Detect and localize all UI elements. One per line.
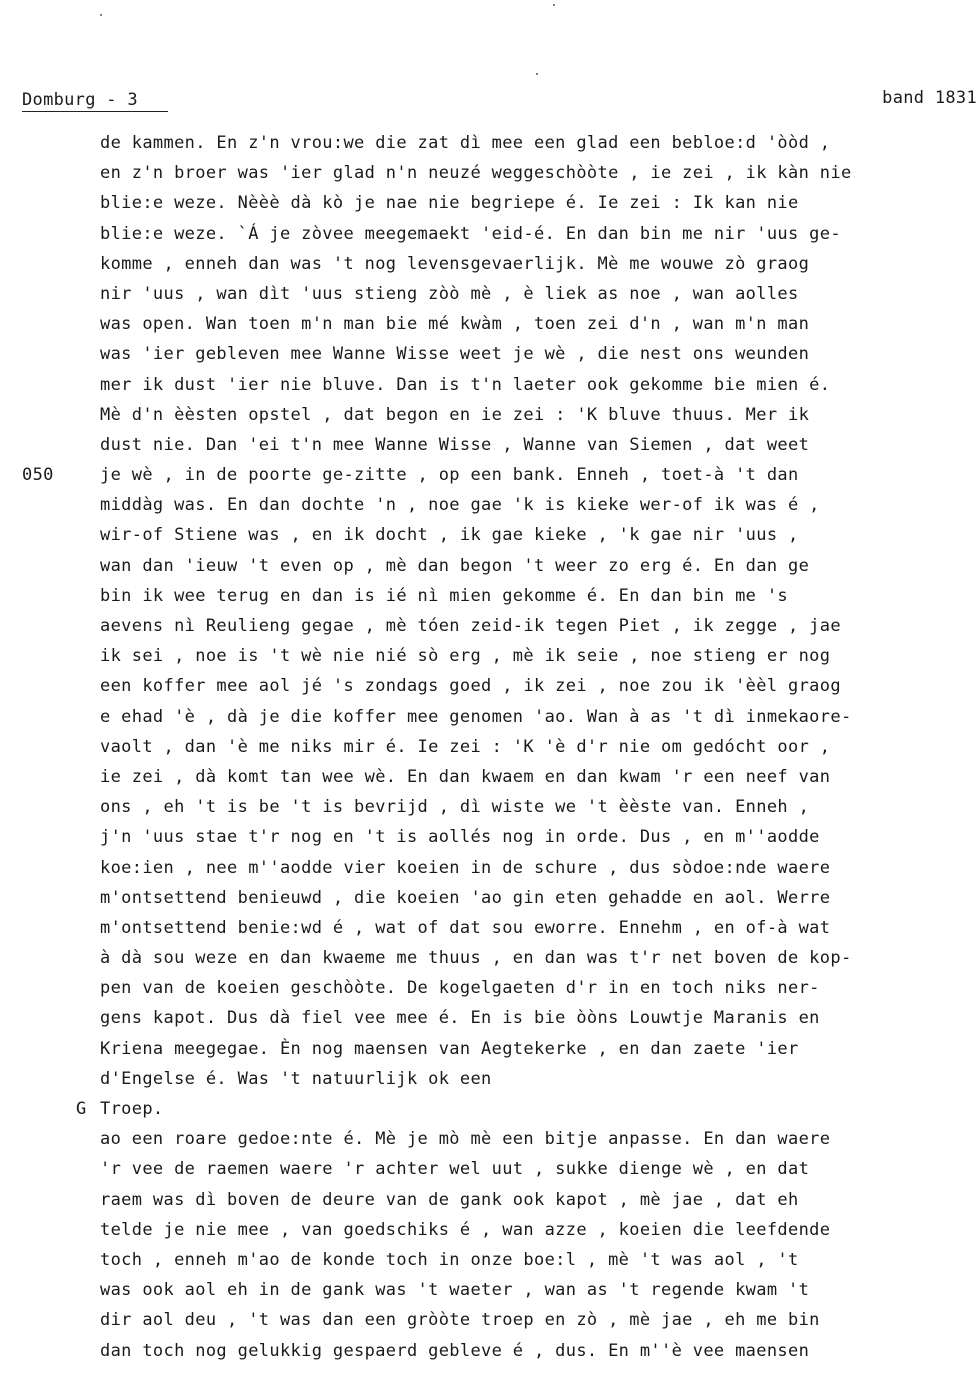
transcript-line-text: toch , enneh m'ao de konde toch in onze boe:l , mè 't was aol , 't: [100, 1249, 799, 1270]
transcript-line-text: e ehad 'è , dà je die koffer mee genomen 'ao. Wan à as 't dì inmekaore-: [100, 706, 852, 727]
transcript-line: [22, 460, 975, 490]
transcript-line: [100, 973, 975, 1003]
transcript-line-text: koe:ien , nee m''aodde vier koeien in de schure , dus sòdoe:nde waere: [100, 857, 831, 878]
transcript-line-text: 'r vee de raemen waere 'r achter wel uut , sukke dienge wè , en dat: [100, 1159, 810, 1180]
transcript-line-text: nir 'uus , wan dìt 'uus stieng zòò mè , è liek as noe , wan aolles: [100, 283, 799, 304]
transcript-line-text: aevens nì Reulieng gegae , mè tóen zeid-ik tegen Piet , ik zegge , jae: [100, 616, 841, 636]
transcript-line: [100, 762, 975, 792]
scan-speck: [536, 73, 538, 75]
transcript-line: [100, 611, 975, 641]
transcript-line: [100, 1124, 975, 1154]
page-header-tape-number: band 1831: [882, 88, 977, 108]
transcript-body: [22, 128, 975, 1366]
transcript-line: [100, 641, 975, 671]
transcript-line: [100, 883, 975, 913]
transcript-line-text: m'ontsettend benieuwd , die koeien 'ao gin eten gehadde en aol. Werre: [100, 887, 831, 908]
transcript-line: [100, 702, 975, 732]
transcript-line: [100, 128, 975, 158]
transcript-line: [100, 943, 975, 973]
transcript-line: [100, 1064, 975, 1094]
transcript-line-text: was 'ier gebleven mee Wanne Wisse weet je wè , die nest ons weunden: [100, 344, 810, 365]
transcript-line-text: d'Engelse é. Was 't natuurlijk ok een: [100, 1068, 492, 1089]
transcript-line-text: m'ontsettend benie:wd é , wat of dat sou eworre. Ennehm , en of-à wat: [100, 917, 831, 938]
transcript-line-text: Mè d'n èèsten opstel , dat begon en ie zei : 'K bluve thuus. Mer ik: [100, 404, 810, 425]
transcript-line-text: bin ik wee terug en dan is ié nì mien gekomme é. En dan bin me 's: [100, 585, 789, 606]
transcript-line: [100, 732, 975, 762]
transcript-line: [100, 1245, 975, 1275]
transcript-line: [100, 188, 975, 218]
transcript-line-text: pen van de koeien geschòòte. De kogelgaeten d'r in en toch niks ner-: [100, 978, 820, 999]
transcript-line: [100, 671, 975, 701]
transcript-line: [100, 1275, 975, 1305]
transcript-line: [76, 1094, 975, 1124]
transcript-line-text: wir-of Stiene was , en ik docht , ik gae kieke , 'k gae nir 'uus ,: [100, 525, 799, 546]
transcript-line-text: telde je nie mee , van goedschiks é , wan azze , koeien die leefdende: [100, 1219, 831, 1240]
transcript-line: [100, 279, 975, 309]
margin-marker: G: [76, 1099, 87, 1119]
transcript-line-text: vaolt , dan 'è me niks mir é. Ie zei : 'K 'è d'r nie om gedócht oor ,: [100, 736, 831, 757]
scan-speck: [100, 14, 102, 16]
transcript-line: [100, 520, 975, 550]
transcript-line: [100, 1034, 975, 1064]
transcript-line-text: ik sei , noe is 't wè nie nié sò erg , mè ik seie , noe stieng er nog: [100, 646, 831, 667]
transcript-line: [100, 158, 975, 188]
transcript-line-text: een koffer mee aol jé 's zondags goed , ik zei , noe zou ik 'èèl graog: [100, 676, 841, 697]
transcript-line: [100, 1154, 975, 1184]
transcript-line-text: dust nie. Dan 'ei t'n mee Wanne Wisse , Wanne van Siemen , dat weet: [100, 434, 810, 455]
transcript-line-text: je wè , in de poorte ge-zitte , op een bank. Enneh , toet-à 't dan: [100, 465, 799, 486]
transcript-line-text: ons , eh 't is be 't is bevrijd , dì wiste we 't èèste van. Enneh ,: [100, 797, 810, 818]
transcript-line: [100, 853, 975, 883]
transcript-line-text: blie:e weze. `Á je zòvee meegemaekt 'eid-é. En dan bin me nir 'uus ge-: [100, 223, 841, 244]
transcript-line: [100, 400, 975, 430]
transcript-line: [100, 581, 975, 611]
transcript-line: [100, 1336, 975, 1366]
transcript-line-text: Kriena meegegae. Èn nog maensen van Aegtekerke , en dan zaete 'ier: [100, 1038, 799, 1059]
transcript-line: [100, 822, 975, 852]
margin-marker: 050: [22, 465, 54, 486]
transcript-line: [100, 1215, 975, 1245]
transcript-line-text: j'n 'uus stae t'r nog en 't is aollés nog in orde. Dus , en m''aodde: [100, 827, 820, 848]
transcript-line-text: middàg was. En dan dochte 'n , noe gae 'k is kieke wer-of ik was é ,: [100, 495, 820, 516]
transcript-line: [100, 913, 975, 943]
transcript-line: [100, 219, 975, 249]
transcript-line: [100, 370, 975, 400]
transcript-line-text: wan dan 'ieuw 't even op , mè dan begon 't weer zo erg é. En dan ge: [100, 555, 810, 576]
transcript-line-text: Troep.: [100, 1099, 164, 1119]
transcript-line-text: mer ik dust 'ier nie bluve. Dan is t'n laeter ook gekomme bie mien é.: [100, 374, 831, 395]
transcript-line-text: komme , enneh dan was 't nog levensgevaerlijk. Mè me wouwe zò graog: [100, 253, 810, 274]
transcript-line-text: raem was dì boven de deure van de gank ook kapot , mè jae , dat eh: [100, 1189, 799, 1210]
transcript-line-text: dan toch nog gelukkig gespaerd gebleve é , dus. En m''è vee maensen: [100, 1340, 810, 1361]
transcript-line: [100, 339, 975, 369]
transcript-line-text: dir aol deu , 't was dan een gròòte troep en zò , mè jae , eh me bin: [100, 1310, 820, 1331]
transcript-line: [100, 249, 975, 279]
page-header-location: Domburg - 3: [22, 90, 168, 112]
transcript-line: [100, 1185, 975, 1215]
transcript-line: [100, 792, 975, 822]
transcript-line: [100, 490, 975, 520]
transcript-line-text: de kammen. En z'n vrou:we die zat dì mee een glad een bebloe:d 'òòd ,: [100, 133, 831, 153]
scan-speck: [553, 4, 555, 6]
transcript-line-text: en z'n broer was 'ier glad n'n neuzé weggeschòòte , ie zei , ik kàn nie: [100, 163, 852, 184]
transcript-line: [100, 430, 975, 460]
transcript-line-text: blie:e weze. Nèèè dà kò je nae nie begriepe é. Ie zei : Ik kan nie: [100, 193, 799, 214]
transcript-line: [100, 1305, 975, 1335]
transcript-line-text: was open. Wan toen m'n man bie mé kwàm , toen zei d'n , wan m'n man: [100, 314, 810, 335]
transcript-line-text: ie zei , dà komt tan wee wè. En dan kwaem en dan kwam 'r een neef van: [100, 766, 831, 787]
transcript-line-text: à dà sou weze en dan kwaeme me thuus , en dan was t'r net boven de kop-: [100, 948, 852, 969]
transcript-line-text: gens kapot. Dus dà fiel vee mee é. En is bie òòns Louwtje Maranis en: [100, 1008, 820, 1029]
transcript-line-text: ao een roare gedoe:nte é. Mè je mò mè een bitje anpasse. En dan waere: [100, 1129, 831, 1150]
transcript-line-text: was ook aol eh in de gank was 't waeter , wan as 't regende kwam 't: [100, 1280, 810, 1301]
transcript-line: [100, 551, 975, 581]
transcript-line: [100, 1003, 975, 1033]
transcript-line: [100, 309, 975, 339]
